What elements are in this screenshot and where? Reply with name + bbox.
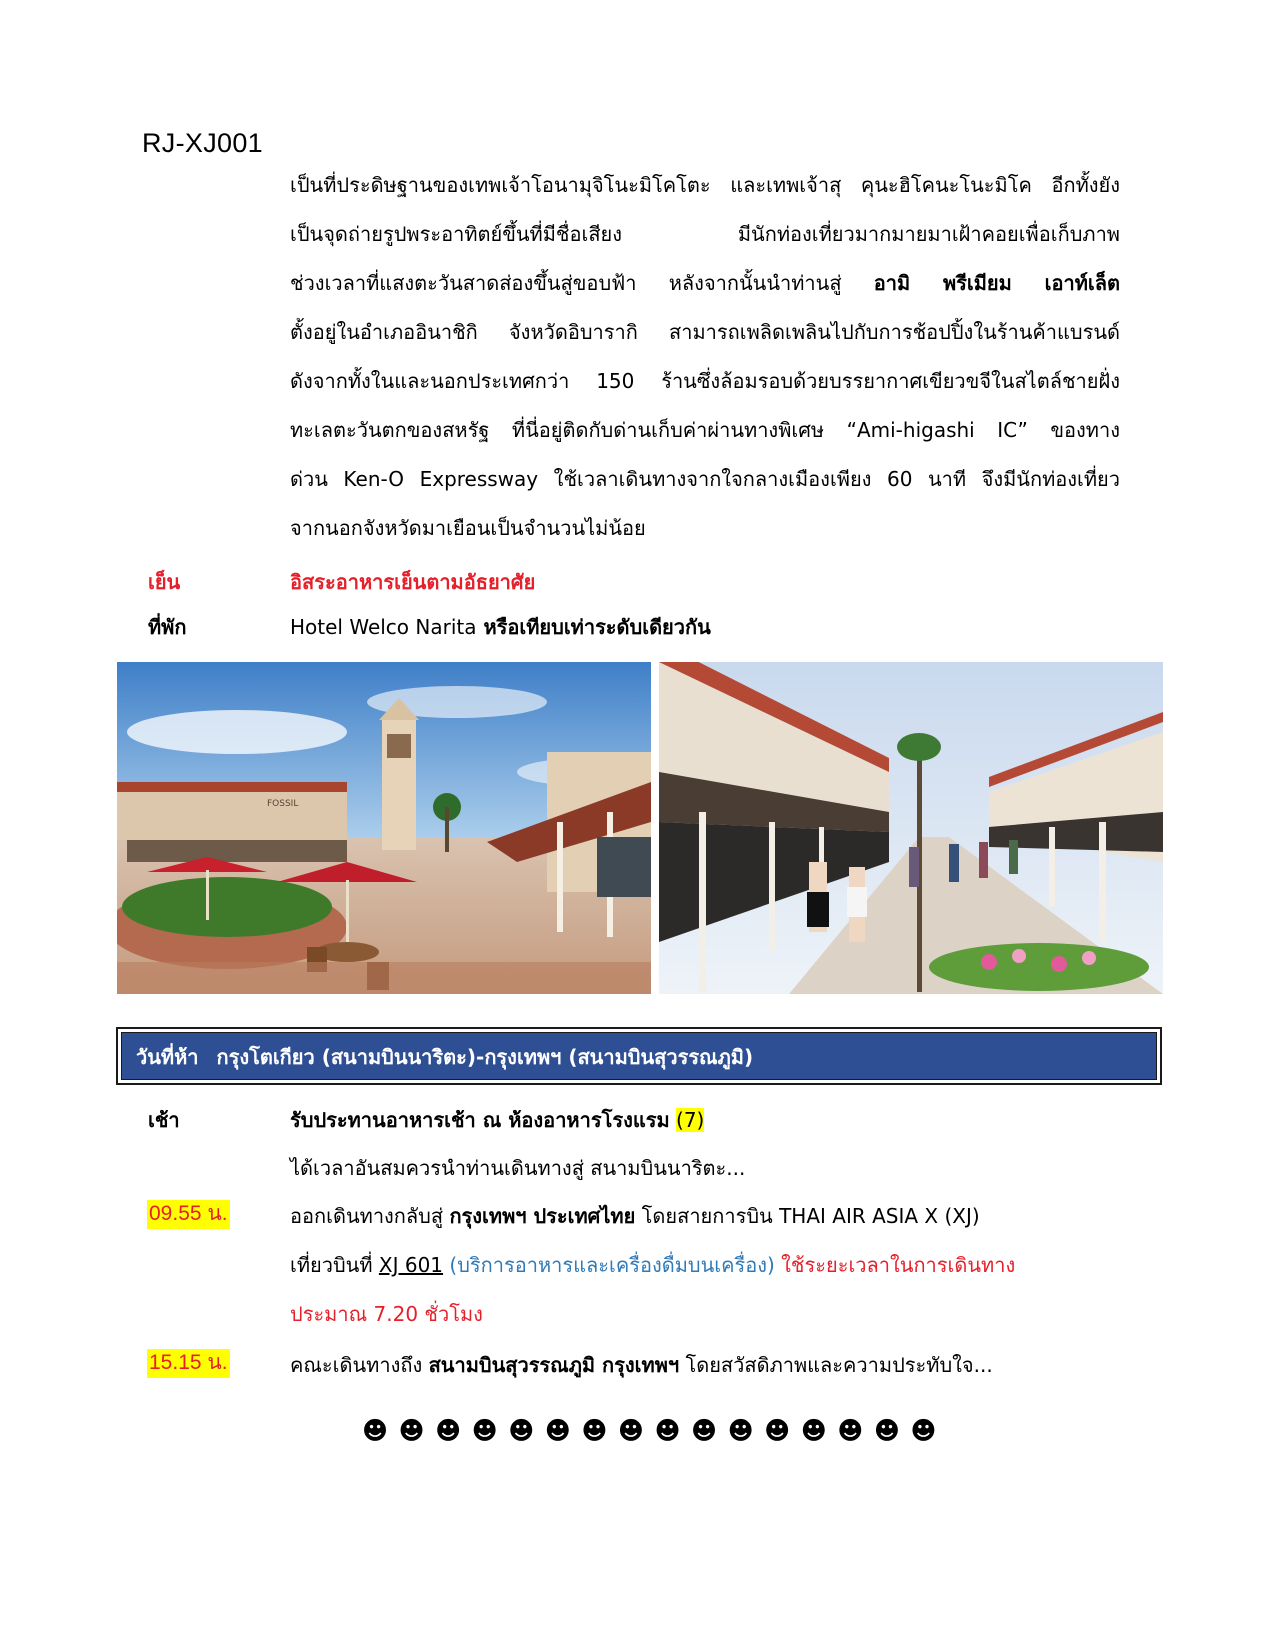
document-code: RJ-XJ001 bbox=[142, 128, 263, 158]
day-route: กรุงโตเกียว (สนามบินนาริตะ)-กรุงเทพฯ (สนามบินสุวรรณภูมิ) bbox=[216, 1045, 754, 1069]
departure-text: ออกเดินทางกลับสู่ กรุงเทพฯ ประเทศไทย โดยสายการบิน THAI AIR ASIA X (XJ) bbox=[290, 1204, 980, 1228]
closing-smileys: ☻☻☻☻☻☻☻☻☻☻☻☻☻☻☻☻ bbox=[362, 1416, 947, 1445]
day-title: วันที่ห้า bbox=[136, 1045, 199, 1069]
flight-number: XJ 601 bbox=[378, 1253, 444, 1277]
outlet-name: อามิ พรีเมียม เอาท์เล็ต bbox=[873, 271, 1120, 295]
arrival-time: 15.15 น. bbox=[147, 1349, 230, 1378]
attraction-description bbox=[290, 161, 1120, 553]
departure-time: 09.55 น. bbox=[147, 1200, 230, 1229]
inflight-service: (บริการอาหารและเครื่องดื่มบนเครื่อง) bbox=[443, 1253, 775, 1277]
description-line: ด่วน Ken-O Expressway ใช้เวลาเดินทางจากใจกลางเมืองเพียง 60 นาที จึงมีนักท่องเที่ยว bbox=[290, 467, 1120, 491]
description-line: ทะเลตะวันตกของสหรัฐ ที่นี่อยู่ติดกับด่านเก็บค่าผ่านทางพิเศษ “Ami-higashi IC” ของทาง bbox=[290, 418, 1120, 442]
dinner-text: อิสระอาหารเย็นตามอัธยาศัย bbox=[290, 570, 536, 594]
description-line: ช่วงเวลาที่แสงตะวันสาดส่องขึ้นสู่ขอบฟ้า หลังจากนั้นนำท่านสู่ อามิ พรีเมียม เอาท์เล็ต bbox=[290, 271, 1120, 295]
description-line: ดังจากทั้งในและนอกประเทศกว่า 150 ร้านซึ่งล้อมรอบด้วยบรรยากาศเขียวขจีในสไตล์ชายฝั่ง bbox=[290, 369, 1120, 393]
flight-duration: ใช้ระยะเวลาในการเดินทาง bbox=[774, 1253, 1016, 1277]
store-sign: FOSSIL bbox=[267, 799, 299, 809]
flight-duration-cont: ประมาณ 7.20 ชั่วโมง bbox=[290, 1302, 483, 1326]
departure-destination: กรุงเทพฯ ประเทศไทย bbox=[449, 1204, 636, 1228]
breakfast-text: รับประทานอาหารเช้า ณ ห้องอาหารโรงแรม (7) bbox=[290, 1108, 705, 1132]
hotel-suffix: หรือเทียบเท่าระดับเดียวกัน bbox=[476, 615, 711, 639]
hotel-text bbox=[290, 611, 711, 643]
description-line: จากนอกจังหวัดมาเยือนเป็นจำนวนไม่น้อย bbox=[290, 516, 646, 540]
transfer-text: ได้เวลาอันสมควรนำท่านเดินทางสู่ สนามบินนาริตะ... bbox=[290, 1156, 746, 1180]
flight-text: เที่ยวบินที่ XJ 601 (บริการอาหารและเครื่องดื่มบนเครื่อง) ใช้ระยะเวลาในการเดินทาง bbox=[290, 1253, 1016, 1277]
description-line: เป็นจุดถ่ายรูปพระอาทิตย์ขึ้นที่มีชื่อเสียง มีนักท่องเที่ยวมากมายมาเฝ้าคอยเพื่อเก็บภาพ bbox=[290, 222, 1120, 246]
outlet-street-photo bbox=[659, 662, 1163, 994]
description-line: ตั้งอยู่ในอำเภออินาชิกิ จังหวัดอิบารากิ สามารถเพลิดเพลินไปกับการช้อปปิ้งในร้านค้าแบรนด์ bbox=[290, 320, 1120, 344]
hotel-name: Hotel Welco Narita bbox=[290, 615, 477, 639]
breakfast-label: เช้า bbox=[148, 1108, 180, 1132]
arrival-destination: สนามบินสุวรรณภูมิ กรุงเทพฯ bbox=[428, 1353, 680, 1377]
hotel-label: ที่พัก bbox=[148, 615, 187, 639]
arrival-text: คณะเดินทางถึง สนามบินสุวรรณภูมิ กรุงเทพฯ โดยสวัสดิภาพและความประทับใจ... bbox=[290, 1353, 993, 1377]
description-line: เป็นที่ประดิษฐานของเทพเจ้าโอนามุจิโนะมิโคโตะ และเทพเจ้าสุ คุนะฮิโคนะโนะมิโค อีกทั้งยัง bbox=[290, 173, 1120, 197]
meal-number: (7) bbox=[676, 1108, 705, 1132]
outlet-plaza-photo bbox=[117, 662, 651, 994]
dinner-label: เย็น bbox=[148, 570, 181, 594]
day-banner bbox=[116, 1027, 1162, 1085]
